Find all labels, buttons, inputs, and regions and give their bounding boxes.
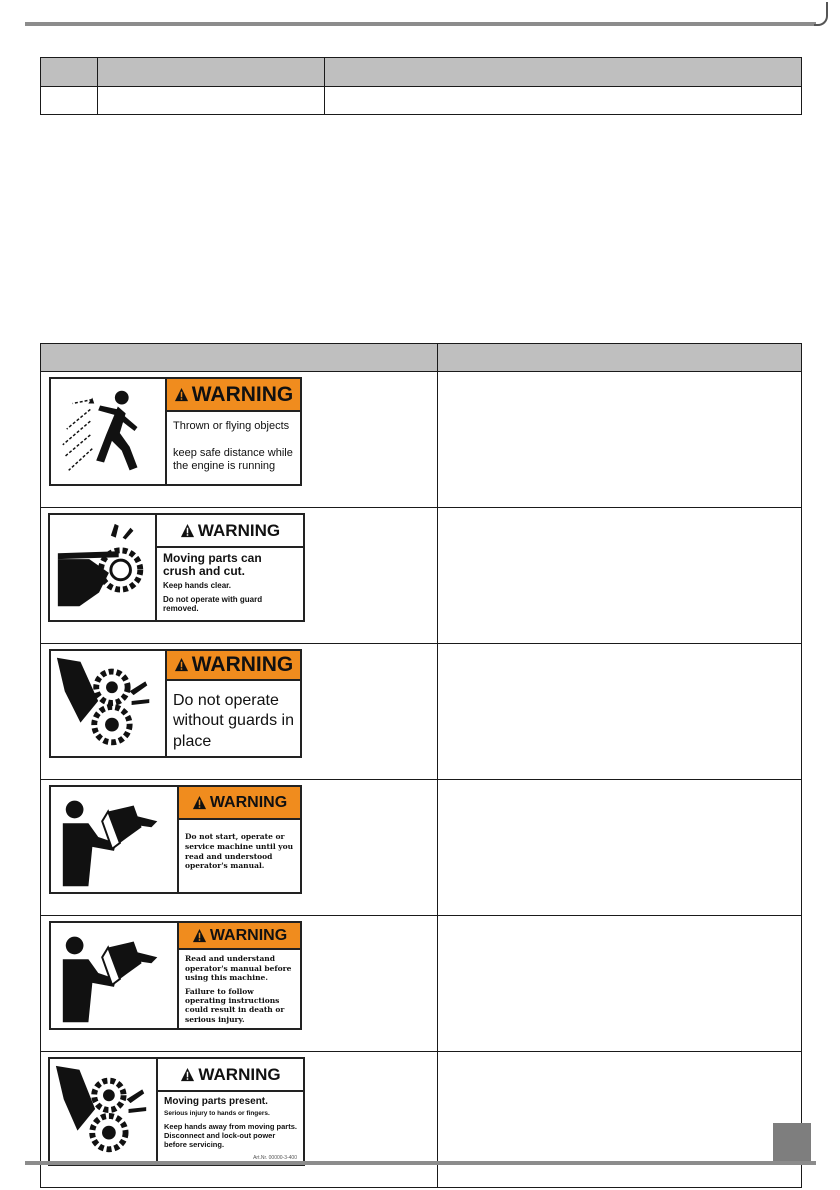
label-line: Moving parts present. <box>164 1096 268 1107</box>
description-cell <box>438 372 802 508</box>
safety-table-row <box>41 644 802 780</box>
warning-header-text: WARNING <box>198 1064 281 1084</box>
warning-header-text: WARNING <box>191 382 294 406</box>
warning-triangle-icon <box>180 523 195 538</box>
art-number: Art.Nr. 00000-3-400 <box>253 1155 297 1161</box>
label-cell <box>41 1052 438 1188</box>
safety-table-header-cell <box>41 344 438 372</box>
label-line: Keep hands clear. <box>163 581 232 591</box>
label-cell <box>41 508 438 644</box>
safety-table-row <box>41 372 802 508</box>
warning-triangle-icon <box>180 1067 195 1082</box>
top-table <box>40 57 802 115</box>
gears-hand-icon <box>51 651 167 756</box>
description-cell <box>438 1052 802 1188</box>
top-rule <box>25 22 816 26</box>
safety-labels-table <box>40 343 802 1188</box>
warning-label-guards <box>49 649 302 758</box>
label-line: Do not operate without guards in place <box>173 691 294 750</box>
label-line: Moving parts can crush and cut. <box>163 551 262 578</box>
label-line: Serious injury to hands or fingers. <box>164 1110 270 1117</box>
label-cell <box>41 780 438 916</box>
read-manual-icon <box>51 787 179 892</box>
gears-hand-icon <box>50 1059 158 1164</box>
safety-table-header-cell <box>438 344 802 372</box>
label-cell <box>41 916 438 1052</box>
description-cell <box>438 508 802 644</box>
warning-label-read-manual-2 <box>49 921 302 1030</box>
warning-label-flying-objects <box>49 377 302 486</box>
label-cell <box>41 644 438 780</box>
safety-table-row <box>41 508 802 644</box>
top-table-cell <box>325 86 802 115</box>
top-table-header-cell <box>98 58 325 87</box>
bottom-rule <box>25 1161 816 1165</box>
flying-objects-icon <box>51 379 167 484</box>
label-cell <box>41 372 438 508</box>
safety-table-row <box>41 780 802 916</box>
chain-crush-icon <box>50 515 157 620</box>
safety-table-header-row <box>41 344 802 372</box>
top-table-header-cell <box>41 58 98 87</box>
description-cell <box>438 780 802 916</box>
safety-table-row <box>41 1052 802 1188</box>
warning-header-text: WARNING <box>209 926 288 944</box>
label-line: Thrown or flying objects <box>173 420 290 432</box>
warning-header <box>157 515 303 548</box>
warning-triangle-icon <box>174 657 189 672</box>
warning-header <box>167 379 300 412</box>
warning-triangle-icon <box>192 928 207 943</box>
warning-header-text: WARNING <box>191 652 294 676</box>
read-manual-icon <box>51 923 179 1028</box>
warning-header <box>158 1059 303 1092</box>
page-number-box <box>773 1123 811 1161</box>
warning-label-crush <box>48 513 305 622</box>
top-table-cell <box>41 86 98 115</box>
label-line: keep safe distance while the engine is running <box>173 447 293 473</box>
top-table-header-row <box>41 58 802 87</box>
label-line: Keep hands away from moving parts. Disconnect and lock-out power before servicing. <box>164 1121 297 1149</box>
safety-table-row <box>41 916 802 1052</box>
warning-header-text: WARNING <box>209 793 288 811</box>
label-line: Do not start, operate or service machine until you read and understood operator's manual. <box>185 832 294 871</box>
top-table-header-cell <box>325 58 802 87</box>
top-table-row <box>41 86 802 115</box>
label-line: Failure to follow operating instructions could result in death or serious injury. <box>185 986 285 1024</box>
warning-header <box>167 651 300 681</box>
description-cell <box>438 916 802 1052</box>
warning-triangle-icon <box>192 795 207 810</box>
label-line: Read and understand operator's manual before using this machine. <box>185 954 292 983</box>
warning-label-read-manual <box>49 785 302 894</box>
page-corner-mark <box>814 2 828 26</box>
warning-triangle-icon <box>174 387 189 402</box>
warning-header <box>179 787 300 820</box>
description-cell <box>438 644 802 780</box>
warning-label-moving-parts <box>48 1057 305 1166</box>
label-line: Do not operate with guard removed. <box>163 594 263 614</box>
warning-header <box>179 923 300 950</box>
warning-header-text: WARNING <box>197 520 281 540</box>
top-table-cell <box>98 86 325 115</box>
